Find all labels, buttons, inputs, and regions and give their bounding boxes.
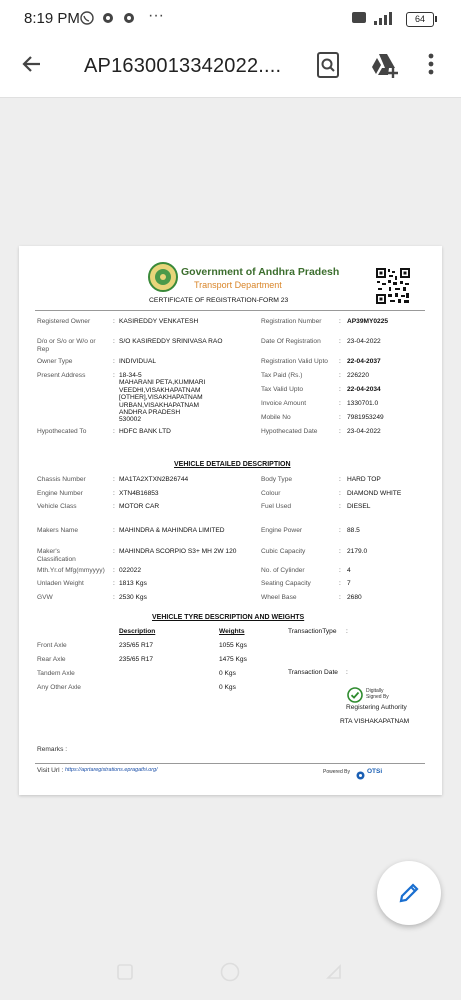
colon: : <box>346 628 348 635</box>
chassis-number-value: MA1TA2XTXN2B26744 <box>119 476 189 483</box>
registered-owner-value: KASIREDDY VENKATESH <box>119 318 199 325</box>
tax-valid-label: Tax Valid Upto <box>261 386 304 393</box>
any-other-axle-weight: 0 Kgs <box>219 684 236 691</box>
colour-label: Colour <box>261 490 281 497</box>
cylinder-value: 4 <box>347 567 351 574</box>
mobile-no-value: 7981953249 <box>347 414 384 421</box>
tyre-weights-col-header: Weights <box>219 628 245 635</box>
status-bar <box>0 0 461 40</box>
unladen-weight-value: 1813 Kgs <box>119 580 147 587</box>
registration-number-value: AP39MY0225 <box>347 318 389 325</box>
engine-power-label: Engine Power <box>261 527 303 534</box>
powered-by-label: Powered By <box>323 769 350 775</box>
tax-paid-label: Tax Paid (Rs.) <box>261 372 303 379</box>
colon: : <box>339 548 341 555</box>
any-other-axle-label: Any Other Axle <box>37 684 81 691</box>
hypothecated-date-label: Hypothecated Date <box>261 428 318 435</box>
tandem-axle-weight: 0 Kgs <box>219 670 236 677</box>
back-nav-icon[interactable] <box>326 964 342 985</box>
owner-type-value: INDIVIDUAL <box>119 358 157 365</box>
vehicle-class-label: Vehicle Class <box>37 503 77 510</box>
ap-govt-emblem-icon <box>148 262 178 297</box>
hypothecated-to-label: Hypothecated To <box>37 428 87 435</box>
colon: : <box>113 567 115 574</box>
rc-document <box>19 246 442 795</box>
visit-url-label: Visit Url : <box>37 767 64 774</box>
document-title: AP1630013342022.... <box>84 55 282 77</box>
colon: : <box>113 594 115 601</box>
battery-icon: 64 <box>406 12 434 27</box>
seating-capacity-label: Seating Capacity <box>261 580 311 587</box>
colon: : <box>113 372 115 379</box>
fuel-used-value: DIESEL <box>347 503 371 510</box>
qr-code <box>375 267 411 310</box>
visit-url-link[interactable]: https://aprtaregistrations.epragathi.org/ <box>65 767 158 773</box>
settings-icon <box>101 11 115 28</box>
colon: : <box>113 476 115 483</box>
signal-icon <box>372 11 400 28</box>
unladen-weight-label: Unladen Weight <box>37 580 84 587</box>
colon: : <box>339 372 341 379</box>
rear-axle-desc: 235/65 R17 <box>119 656 154 663</box>
rear-axle-label: Rear Axle <box>37 656 66 663</box>
tax-paid-value: 226220 <box>347 372 370 379</box>
colon: : <box>339 503 341 510</box>
certificate-title: CERTIFICATE OF REGISTRATION-FORM 23 <box>149 297 289 304</box>
mfg-date-label: Mth.Yr.of Mfg(mmyyyy) <box>37 567 105 574</box>
remarks-label: Remarks : <box>37 746 68 753</box>
engine-power-value: 88.5 <box>347 527 360 534</box>
relation-value: S/O KASIREDDY SRINIVASA RAO <box>119 338 223 345</box>
cubic-capacity-label: Cubic Capacity <box>261 548 306 555</box>
invoice-amount-label: Invoice Amount <box>261 400 307 407</box>
invoice-amount-value: 1330701.0 <box>347 400 379 407</box>
colon: : <box>113 358 115 365</box>
colon: : <box>339 414 341 421</box>
colon: : <box>339 386 341 393</box>
body-type-label: Body Type <box>261 476 293 483</box>
colon: : <box>339 428 341 435</box>
app-bar <box>0 40 461 98</box>
hypothecated-date-value: 23-04-2022 <box>347 428 381 435</box>
colon: : <box>339 580 341 587</box>
wheel-base-value: 2680 <box>347 594 362 601</box>
present-address-label: Present Address <box>37 372 86 379</box>
date-of-registration-label: Date Of Registration <box>261 338 321 345</box>
gvw-value: 2530 Kgs <box>119 594 147 601</box>
registration-valid-label: Registration Valid Upto <box>261 358 328 365</box>
status-time: 8:19 PM <box>24 10 80 27</box>
govt-title: Government of Andhra Pradesh <box>181 266 340 278</box>
mobile-no-label: Mobile No <box>261 414 291 421</box>
colour-value: DIAMOND WHITE <box>347 490 402 497</box>
tyre-desc-col-header: Description <box>119 628 156 635</box>
engine-number-label: Engine Number <box>37 490 83 497</box>
colon: : <box>339 594 341 601</box>
engine-number-value: XTN4B16853 <box>119 490 159 497</box>
colon: : <box>346 669 348 676</box>
settings-icon-2 <box>122 11 136 28</box>
pencil-icon <box>398 882 420 909</box>
colon: : <box>113 548 115 555</box>
cubic-capacity-value: 2179.0 <box>347 548 368 555</box>
colon: : <box>113 580 115 587</box>
recents-nav-icon[interactable] <box>117 964 133 985</box>
colon: : <box>113 527 115 534</box>
colon: : <box>339 338 341 345</box>
colon: : <box>339 476 341 483</box>
colon: : <box>113 318 115 325</box>
colon: : <box>113 338 115 345</box>
makers-name-value: MAHINDRA & MAHINDRA LIMITED <box>119 527 225 534</box>
back-arrow-icon[interactable] <box>20 52 44 83</box>
front-axle-desc: 235/65 R17 <box>119 642 154 649</box>
body-type-value: HARD TOP <box>347 476 381 483</box>
mfg-date-value: 022022 <box>119 567 142 574</box>
registration-valid-value: 22-04-2037 <box>347 358 381 365</box>
vehicle-description-header: VEHICLE DETAILED DESCRIPTION <box>174 461 291 468</box>
fuel-used-label: Fuel Used <box>261 503 292 510</box>
whatsapp-icon <box>80 11 94 28</box>
system-nav-bar <box>0 950 461 1000</box>
makers-name-label: Makers Name <box>37 527 79 534</box>
colon: : <box>339 400 341 407</box>
date-of-registration-value: 23-04-2022 <box>347 338 381 345</box>
wheel-base-label: Wheel Base <box>261 594 297 601</box>
transaction-date-label: Transaction Date <box>288 669 338 676</box>
owner-type-label: Owner Type <box>37 358 73 365</box>
tax-valid-value: 22-04-2034 <box>347 386 381 393</box>
volte-icon <box>352 11 368 27</box>
present-address-value: 18-34-5 MAHARANI PETA,KUMMARI VEEDHI,VISAKHAPATNAM [OTHER],VISAKHAPATNAM URBAN,VISAKHAPATNAM ANDHRA PRADESH 530002 <box>119 372 206 424</box>
vehicle-class-value: MOTOR CAR <box>119 503 160 510</box>
makers-classification-value: MAHINDRA SCORPIO S3+ MH 2W 120 <box>119 548 237 555</box>
otsi-logo-icon <box>356 767 365 785</box>
tandem-axle-label: Tandem Axle <box>37 670 75 677</box>
rta-name: RTA VISHAKAPATNAM <box>340 718 410 725</box>
digitally-signed-text: Digitally <box>366 688 384 694</box>
transaction-type-label: TransactionType <box>288 628 337 635</box>
edit-fab-button[interactable] <box>377 861 441 925</box>
seating-capacity-value: 7 <box>347 580 351 587</box>
colon: : <box>339 358 341 365</box>
more-notifications-icon: ··· <box>148 7 164 24</box>
registering-authority-text: Registering Authority <box>346 704 407 711</box>
search-document-icon[interactable] <box>316 52 340 83</box>
colon: : <box>339 490 341 497</box>
more-options-icon[interactable] <box>428 52 434 81</box>
hypothecated-to-value: HDFC BANK LTD <box>119 428 171 435</box>
colon: : <box>113 503 115 510</box>
cylinder-label: No. of Cylinder <box>261 567 305 574</box>
front-axle-weight: 1055 Kgs <box>219 642 247 649</box>
colon: : <box>113 428 115 435</box>
header-divider <box>35 310 425 311</box>
add-to-drive-icon[interactable] <box>371 52 399 83</box>
colon: : <box>339 567 341 574</box>
footer-divider <box>35 763 425 764</box>
registered-owner-label: Registered Owner <box>37 318 91 325</box>
tyre-description-header: VEHICLE TYRE DESCRIPTION AND WEIGHTS <box>152 614 305 621</box>
relation-label: D/o or S/o or W/o or Rep <box>37 338 96 353</box>
front-axle-label: Front Axle <box>37 642 67 649</box>
transport-dept: Transport Department <box>194 280 282 290</box>
colon: : <box>113 490 115 497</box>
rear-axle-weight: 1475 Kgs <box>219 656 247 663</box>
registration-number-label: Registration Number <box>261 318 322 325</box>
chassis-number-label: Chassis Number <box>37 476 86 483</box>
colon: : <box>339 527 341 534</box>
otsi-label: OTSi <box>367 768 383 775</box>
signed-by-text: Signed By <box>366 694 389 700</box>
colon: : <box>339 318 341 325</box>
gvw-label: GVW <box>37 594 53 601</box>
makers-classification-label: Maker's Classification <box>37 548 76 563</box>
home-nav-icon[interactable] <box>220 962 240 987</box>
